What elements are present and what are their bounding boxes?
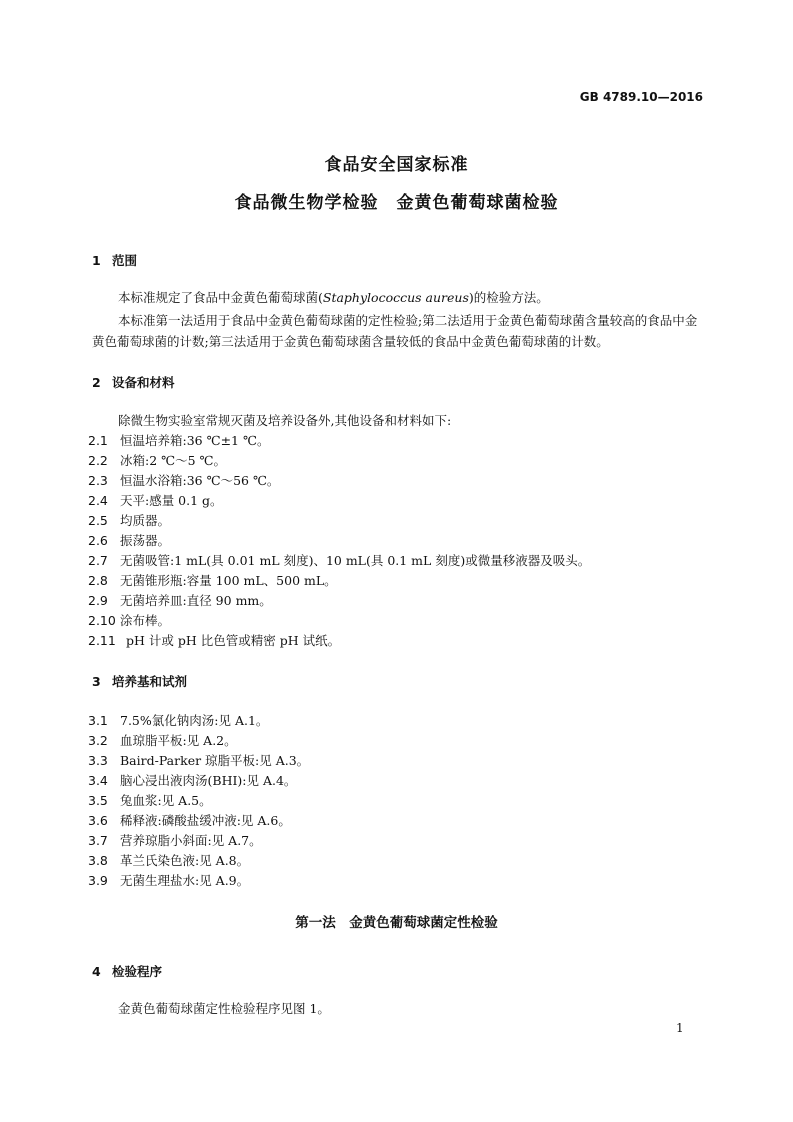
document-title-line1: 食品安全国家标准: [324, 155, 469, 175]
list-item: [88, 831, 262, 851]
list-item: [88, 631, 340, 651]
document-number: GB 4789.10—2016: [579, 90, 703, 104]
item-number: 3.5: [88, 793, 108, 808]
item-text: 冰箱:2 ℃～5 ℃。: [120, 453, 227, 468]
section-heading-scope: [92, 251, 137, 269]
section-number: 3: [92, 674, 101, 689]
item-text: 营养琼脂小斜面:见 A.7。: [120, 833, 262, 848]
item-text: 兔血浆:见 A.5。: [120, 793, 212, 808]
item-text: pH 计或 pH 比色管或精密 pH 试纸。: [126, 633, 341, 648]
item-number: 2.1: [88, 433, 108, 448]
section-number: 1: [92, 253, 101, 268]
item-text: 脑心浸出液肉汤(BHI):见 A.4。: [120, 773, 297, 788]
scope-paragraph-2: 本标准第一法适用于食品中金黄色葡萄球菌的定性检验;第二法适用于金黄色葡萄球菌含量较高的食品中金黄色葡萄球菌的计数;第三法适用于金黄色葡萄球菌含量较低的食品中金黄色葡萄球菌的计数。: [92, 313, 698, 349]
list-item: [88, 851, 249, 871]
section-title: 设备和材料: [112, 375, 175, 390]
list-item: [88, 811, 291, 831]
item-number: 2.8: [88, 573, 108, 588]
scope-p1-text-end: )的检验方法。: [468, 290, 549, 305]
item-text: 无菌培养皿:直径 90 mm。: [120, 593, 272, 608]
item-number: 3.9: [88, 873, 108, 888]
list-item: [88, 511, 170, 531]
section-title: 培养基和试剂: [112, 674, 188, 689]
section-title: 检验程序: [112, 964, 163, 979]
list-item: [88, 491, 223, 511]
list-item: [88, 431, 269, 451]
equipment-intro: 除微生物实验室常规灭菌及培养设备外,其他设备和材料如下:: [118, 413, 452, 428]
item-text: 7.5%氯化钠肉汤:见 A.1。: [120, 713, 269, 728]
list-item: [88, 771, 296, 791]
list-item: [88, 451, 226, 471]
item-number: 2.9: [88, 593, 108, 608]
scope-p1-text: 本标准规定了食品中金黄色葡萄球菌(: [118, 290, 323, 305]
page-number: 1: [676, 1021, 684, 1035]
list-item: [88, 611, 170, 631]
item-number: 3.7: [88, 833, 108, 848]
document-title-line2: 食品微生物学检验 金黄色葡萄球菌检验: [234, 193, 559, 213]
item-number: 3.2: [88, 733, 108, 748]
item-number: 3.1: [88, 713, 108, 728]
item-number: 2.3: [88, 473, 108, 488]
list-item: [88, 571, 337, 591]
item-text: 恒温培养箱:36 ℃±1 ℃。: [120, 433, 270, 448]
item-text: 革兰氏染色液:见 A.8。: [120, 853, 250, 868]
latin-species-name: Staphylococcus aureus: [322, 290, 469, 305]
section-heading-media-reagents: [92, 672, 187, 690]
item-number: 2.6: [88, 533, 108, 548]
list-item: [88, 791, 212, 811]
item-text: 振荡器。: [120, 533, 171, 548]
list-item: [88, 531, 170, 551]
item-number: 3.4: [88, 773, 108, 788]
list-item: [88, 751, 309, 771]
item-number: 2.7: [88, 553, 108, 568]
method-title: 第一法 金黄色葡萄球菌定性检验: [295, 915, 498, 931]
section-number: 2: [92, 375, 101, 390]
list-item: [88, 711, 268, 731]
item-number: 3.6: [88, 813, 108, 828]
item-text: 涂布棒。: [120, 613, 171, 628]
item-text: 血琼脂平板:见 A.2。: [120, 733, 237, 748]
item-number: 3.8: [88, 853, 108, 868]
item-text: 无菌吸管:1 mL(具 0.01 mL 刻度)、10 mL(具 0.1 mL 刻度)或微量移液器及吸头。: [120, 553, 591, 568]
item-number: 2.4: [88, 493, 108, 508]
item-text: Baird-Parker 琼脂平板:见 A.3。: [120, 753, 310, 768]
item-text: 均质器。: [120, 513, 171, 528]
item-number: 2.11: [88, 633, 116, 648]
item-number: 2.2: [88, 453, 108, 468]
item-text: 无菌锥形瓶:容量 100 mL、500 mL。: [120, 573, 337, 588]
item-text: 天平:感量 0.1 g。: [120, 493, 223, 508]
item-text: 恒温水浴箱:36 ℃～56 ℃。: [120, 473, 280, 488]
item-number: 3.3: [88, 753, 108, 768]
scope-paragraph-1: [92, 288, 703, 308]
procedure-paragraph: 金黄色葡萄球菌定性检验程序见图 1。: [118, 1001, 330, 1016]
item-number: 2.5: [88, 513, 108, 528]
item-text: 无菌生理盐水:见 A.9。: [120, 873, 250, 888]
item-number: 2.10: [88, 613, 116, 628]
section-number: 4: [92, 964, 101, 979]
list-item: [88, 871, 249, 891]
item-text: 稀释液:磷酸盐缓冲液:见 A.6。: [120, 813, 291, 828]
list-item: [88, 731, 237, 751]
list-item: [88, 551, 590, 571]
list-item: [88, 591, 272, 611]
section-title: 范围: [112, 253, 138, 268]
list-item: [88, 471, 279, 491]
section-heading-equipment: [92, 373, 175, 391]
section-heading-procedure: [92, 962, 162, 980]
